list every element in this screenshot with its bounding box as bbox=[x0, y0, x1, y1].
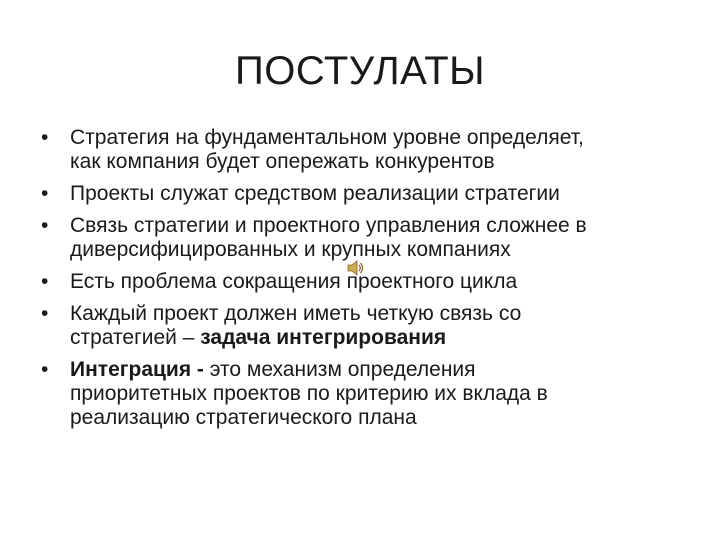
bullet-item bbox=[40, 358, 690, 430]
bullet-marker: • bbox=[41, 126, 49, 149]
bullet-text-emphasis: Интеграция - bbox=[70, 358, 210, 381]
bullet-text-line: диверсифицированных и крупных компаниях bbox=[70, 238, 511, 261]
bullet-text-line: реализацию стратегического плана bbox=[70, 406, 417, 429]
bullet-text-emphasis: задача интегрирования bbox=[200, 326, 447, 349]
bullet-item bbox=[40, 302, 690, 350]
bullet-text-rest: это механизм определения bbox=[209, 358, 476, 381]
bullet-text-prefix: стратегией – bbox=[70, 326, 201, 349]
bullet-text-line: Есть проблема сокращения проектного цикла bbox=[70, 270, 518, 293]
bullet-item bbox=[40, 270, 690, 294]
speaker-icon[interactable] bbox=[345, 258, 365, 278]
bullet-list bbox=[40, 126, 690, 438]
bullet-text-line: Проекты служат средством реализации стратегии bbox=[70, 182, 560, 205]
bullet-item bbox=[40, 182, 690, 206]
bullet-text-line: приоритетных проектов по критерию их вклада в bbox=[70, 382, 548, 405]
bullet-marker: • bbox=[41, 358, 49, 381]
bullet-text-line: Стратегия на фундаментальном уровне определяет, bbox=[70, 126, 584, 149]
slide-title: ПОСТУЛАТЫ bbox=[234, 49, 486, 93]
bullet-text-line: Связь стратегии и проектного управления сложнее в bbox=[70, 214, 587, 237]
bullet-item bbox=[40, 126, 690, 174]
bullet-text-line: Каждый проект должен иметь четкую связь со bbox=[70, 302, 522, 325]
bullet-marker: • bbox=[41, 270, 49, 293]
bullet-marker: • bbox=[41, 214, 49, 237]
bullet-text-line bbox=[70, 326, 690, 350]
bullet-text-line: как компания будет опережать конкурентов bbox=[70, 150, 495, 173]
bullet-item bbox=[40, 214, 690, 262]
bullet-marker: • bbox=[41, 182, 49, 205]
bullet-text-line bbox=[70, 358, 690, 382]
bullet-marker: • bbox=[41, 302, 49, 325]
